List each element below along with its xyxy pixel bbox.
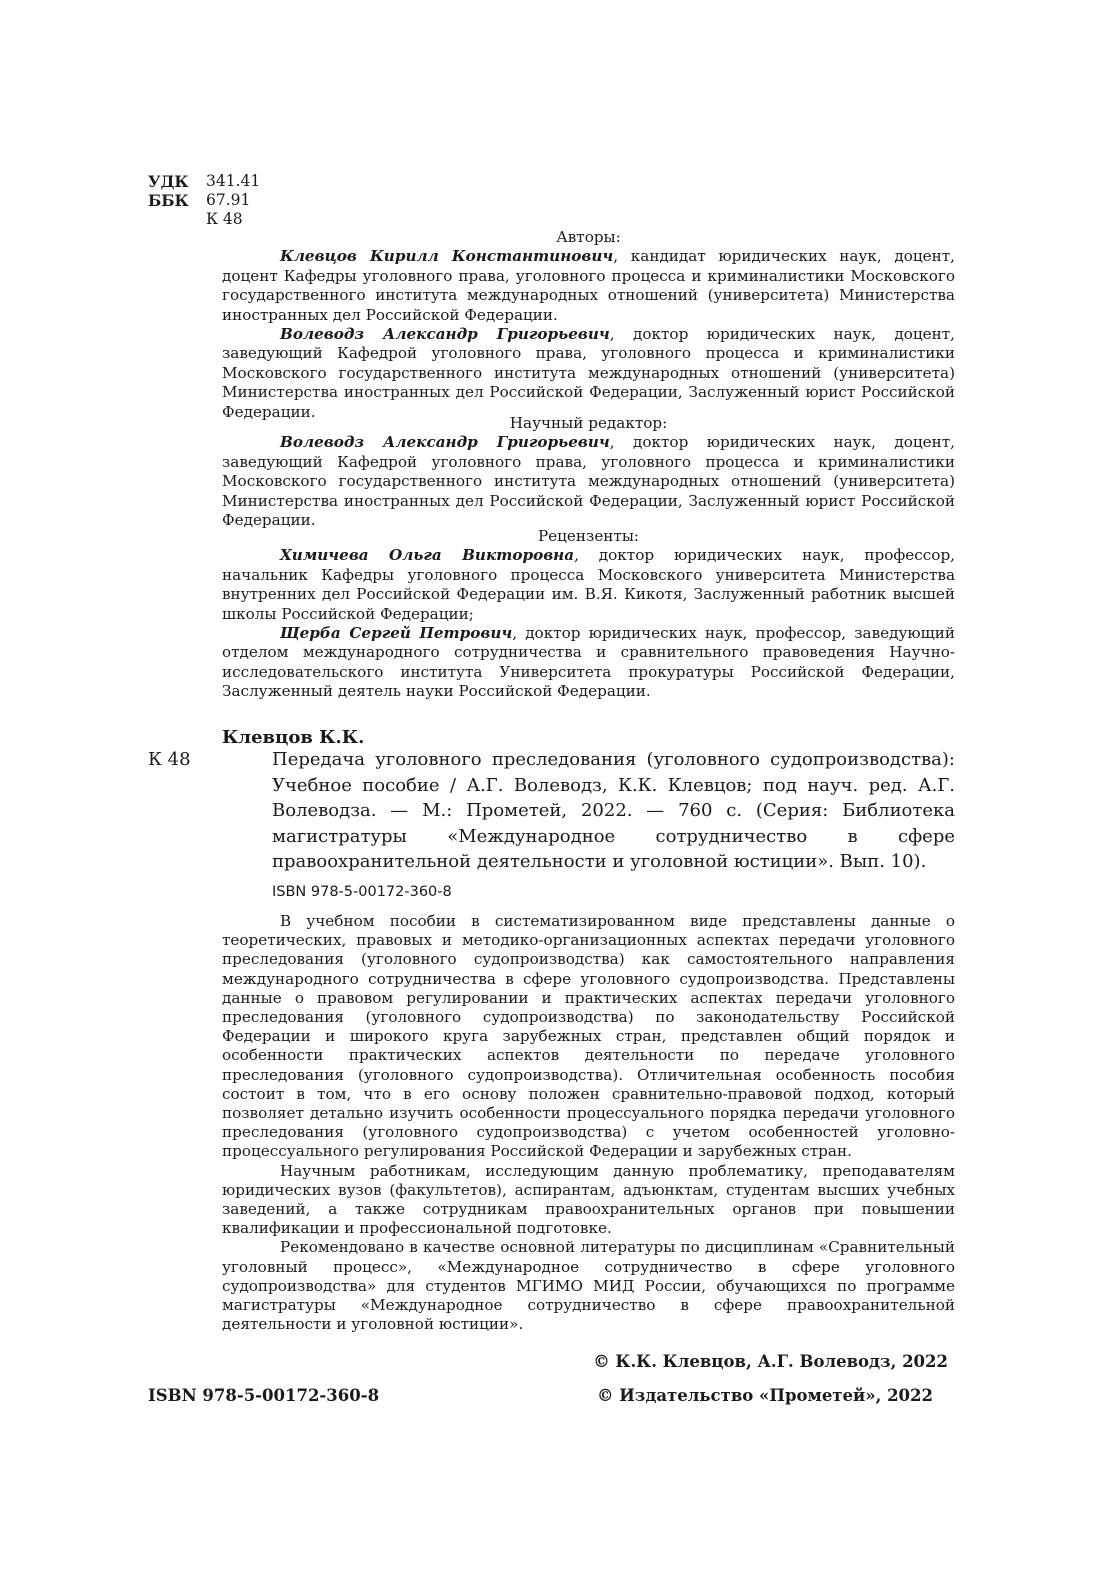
annotation — [222, 912, 955, 1334]
annotation-paragraph: В учебном пособии в систематизированном виде представлены данные о теоретических, правовых и методико-организационных аспектах передачи уголовного преследования (уголовного судопроизводства) как самостоятельного направления международного сотрудничества в сфере уголовного судопроизводства. Представлены данные о правовом регулировании и практических аспектах передачи уголовного преследования (уголовного судопроизводства) по законодательству Российской Федерации и широкого круга зарубежных стран, представлен общий порядок и особенности практических аспектов деятельности по передаче уголовного преследования (уголовного судопроизводства). Отличительная особенность пособия состоит в том, что в его основу положен сравнительно-правовой подход, который позволяет детально изучить особенности процессуального порядка передачи уголовного преследования (уголовного судопроизводства) с учетом особенностей уголовно-процессуального регулирования Российской Федерации и зарубежных стран. — [222, 912, 955, 1161]
annotation-paragraph: Научным работникам, исследующим данную проблематику, преподавателям юридических вузов (факультетов), аспирантам, адъюнктам, студентам высших учебных заведений, а также сотрудникам правоохранительных органов при повышении квалификации и профессиональной подготовке. — [222, 1161, 955, 1238]
author-description: , кандидат юридических наук, доцент, доцент Кафедры уголовного права, уголовного процесса и криминалистики Московского государственного института международных отношений (университета) Министерства иностранных дел Российской Федерации. — [222, 247, 955, 324]
authors-section — [222, 228, 955, 422]
author-name: Клевцов Кирилл Константинович — [280, 247, 614, 266]
copyright-authors: © К.К. Клевцов, А.Г. Волеводз, 2022 — [593, 1352, 948, 1371]
reviewer-name: Щерба Сергей Петрович — [280, 624, 513, 643]
udk-value: 341.41 — [206, 172, 261, 190]
reviewers-section — [222, 527, 955, 702]
editor-section — [222, 414, 955, 530]
udk-label: УДК — [148, 172, 189, 191]
author-description: , доктор юридических наук, доцент, заведующий Кафедрой уголовного права, уголовного процесса и криминалистики Московского государственного института международных отношений (университета) Министерства иностранных дел Российской Федерации, Заслуженный юрист Российской Федерации. — [222, 325, 956, 421]
isbn-footer: ISBN 978-5-00172-360-8 — [148, 1386, 380, 1405]
copyright-publisher: © Издательство «Прометей», 2022 — [596, 1386, 933, 1405]
annotation-paragraph: Рекомендовано в качестве основной литературы по дисциплинам «Сравнительный уголовный процесс», «Международное сотрудничество в сфере уголовного судопроизводства» для студентов МГИМО МИД России, обучающихся по программе магистратуры «Международное сотрудничество в сфере правоохранительной деятельности и уголовной юстиции». — [222, 1238, 955, 1334]
reviewer-description: , доктор юридических наук, профессор, заведующий отделом международного сотрудничества и сравнительного правоведения Научно-исследовательского института Университета прокуратуры Российской Федерации, Заслуженный деятель науки Российской Федерации. — [222, 624, 956, 701]
reviewer-entry — [222, 546, 955, 624]
bibliographic-description: Передача уголовного преследования (уголовного судопроизводства): Учебное пособие / А.Г. Волеводз, К.К. Клевцов; под науч. ред. А.Г. Волеводза. — М.: Прометей, 2022. — 760 с. (Серия: Библиотека магистратуры «Международное сотрудничество в сфере правоохранительной деятельности и уголовной юстиции». Вып. 10). — [272, 749, 955, 873]
bibliographic-author: Клевцов К.К. — [222, 727, 365, 748]
classification-block — [148, 172, 260, 229]
reviewer-entry — [222, 624, 955, 702]
reviewers-heading: Рецензенты: — [537, 527, 640, 545]
author-entry — [222, 247, 955, 325]
editor-entry — [222, 433, 955, 530]
bbk-label: ББК — [148, 191, 189, 210]
editor-name: Волеводз Александр Григорьевич — [280, 433, 610, 452]
editor-heading: Научный редактор: — [509, 414, 668, 432]
authors-heading: Авторы: — [556, 228, 621, 246]
editor-description: , доктор юридических наук, доцент, заведующий Кафедрой уголовного права, уголовного процесса и криминалистики Московского государственного института международных отношений (университета) Министерства иностранных дел Российской Федерации, Заслуженный юрист Российской Федерации. — [222, 433, 956, 530]
author-entry — [222, 325, 955, 422]
reviewer-name: Химичева Ольга Викторовна — [280, 546, 575, 565]
bibliographic-mark: К 48 — [148, 749, 191, 770]
isbn-inline: ISBN 978-5-00172-360-8 — [272, 884, 452, 900]
bbk-value: 67.91 — [206, 191, 251, 209]
author-mark: К 48 — [206, 210, 243, 228]
author-name: Волеводз Александр Григорьевич — [280, 325, 610, 344]
reviewer-description: , доктор юридических наук, профессор, начальник Кафедры уголовного процесса Московского университета Министерства внутренних дел Российской Федерации им. В.Я. Кикотя, Заслуженный работник высшей школы Российской Федерации; — [222, 546, 955, 623]
